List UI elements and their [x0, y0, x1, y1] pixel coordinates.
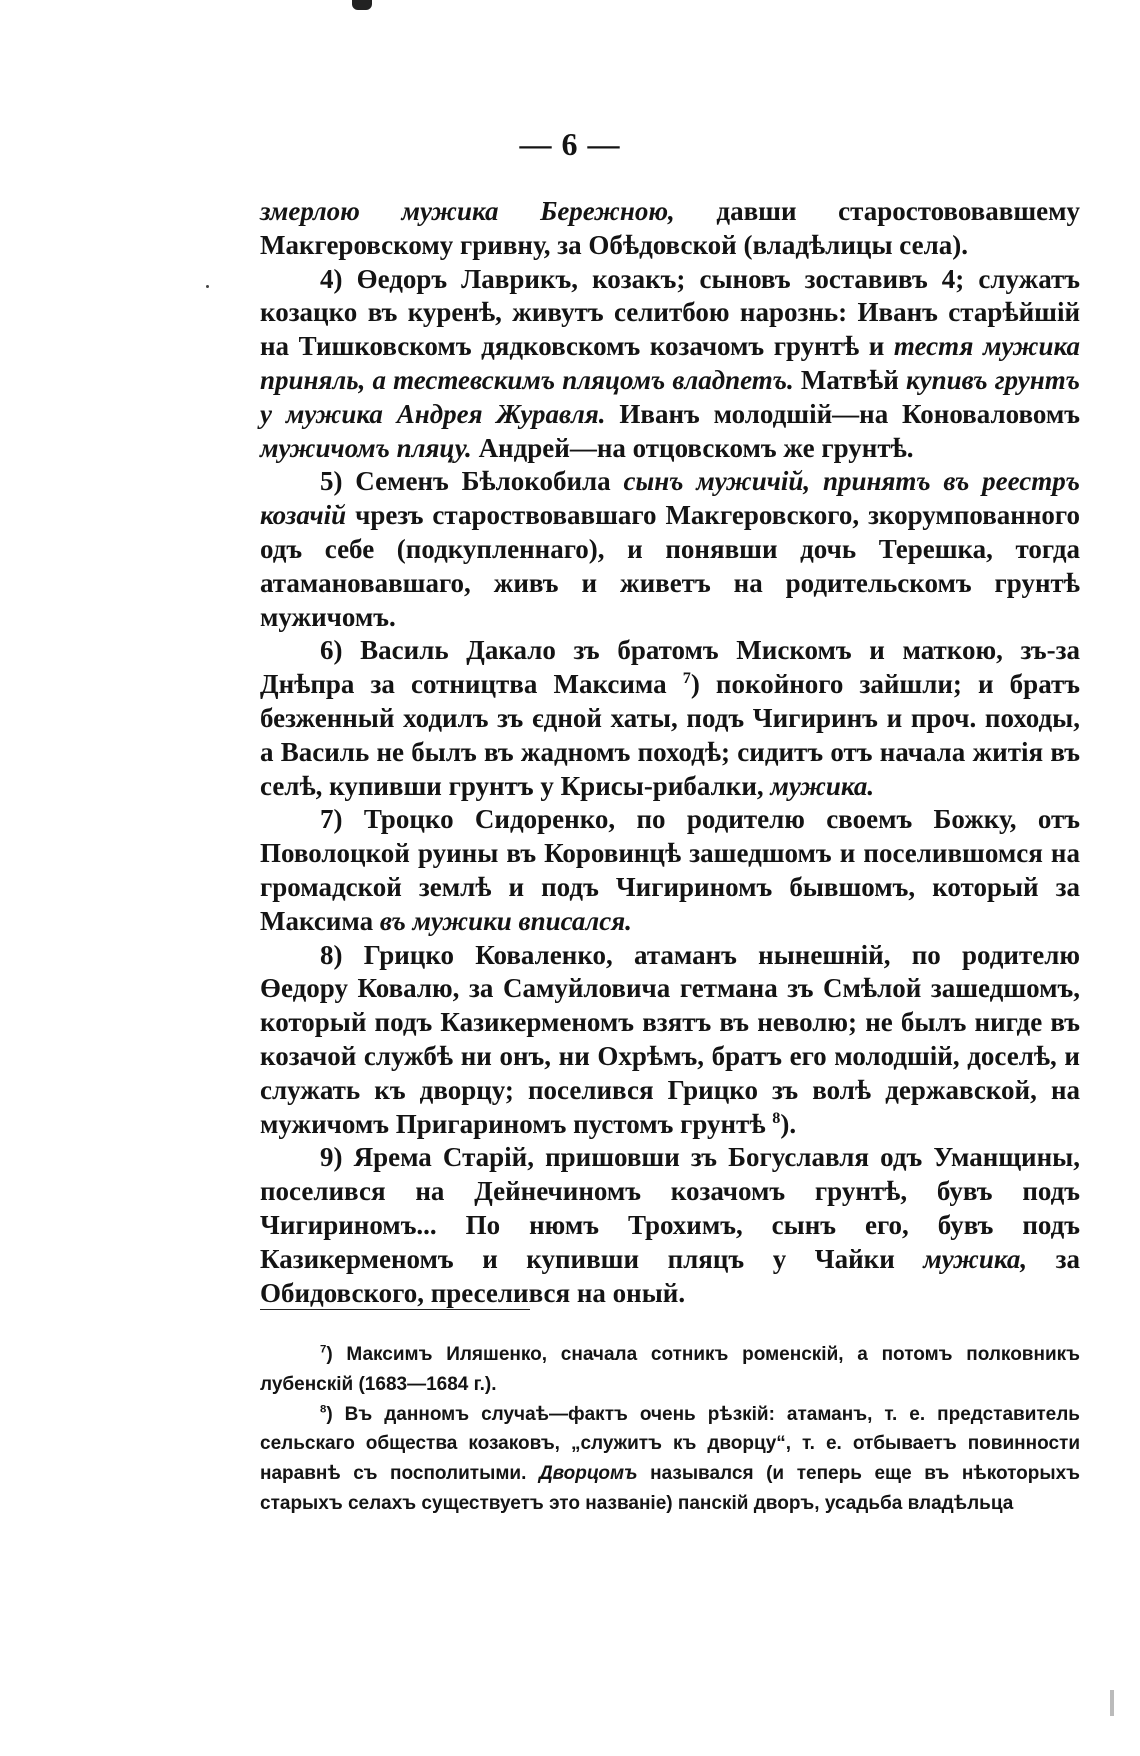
text-segment: Иванъ молодшій—на Коноваловомъ — [605, 398, 1080, 429]
text-segment: мужика. — [770, 770, 875, 801]
text-segment: 4) Өедоръ Лаврикъ, козакъ; сыновъ зоставивъ 4; служатъ козацко въ куренѣ, живутъ селитбою нарознь: Иванъ старѣйшій на Тишковскомъ дядковскомъ козачомъ грунтѣ и — [260, 263, 1080, 362]
text-segment: Андрей—на отцовскомъ же грунтѣ. — [471, 432, 914, 463]
footnote-ref-8[interactable]: 8 — [772, 1108, 781, 1127]
text-segment: за Обидовского, преселився на оный. — [260, 1243, 1080, 1308]
footnote-divider — [260, 1309, 530, 1310]
text-segment: ). — [780, 1108, 797, 1139]
paragraph-item-6 — [260, 634, 1080, 803]
text-segment: 6) Василь Дакало зъ братомъ Мискомъ и маткою, зъ-за Днѣпра за сотництва Максима — [260, 635, 1080, 700]
footnote-marker: 7 — [320, 1343, 327, 1356]
text-segment: мужика, — [923, 1243, 1028, 1274]
text-segment: ) Въ данномъ случаѣ—фактъ очень рѣзкій: атаманъ, т. е. представитель сельскаго общества козаковъ, „служитъ къ дворцу“, т. е. отбываетъ повинности наравнѣ съ посполитыми. — [260, 1403, 1080, 1485]
text-segment: тестя мужика приняль, а тестевскимъ пляцомъ владпетъ. — [260, 331, 1081, 395]
text-segment: 7) Троцко Сидоренко, по родителю своемъ Божку, отъ Поволоцкой руины въ Коровинцѣ зашедшомъ и поселившомся на громадской землѣ и подъ Чигириномъ бывшомъ, который за Максима — [260, 804, 1080, 936]
text-segment: давши старостововавшему Макгеровскому гривну, за Обѣдовской (владѣлицы села). — [260, 196, 1080, 260]
footnote-ref-7[interactable]: 7 — [682, 669, 691, 688]
paragraph-item-5 — [260, 465, 1080, 634]
text-segment: 8) Грицко Коваленко, атаманъ нынешній, по родителю Өедору Ковалю, за Самуйловича гетмана зъ Смѣлой зашедшомъ, который подъ Казикерменомъ взятъ въ неволю; не былъ нигде въ козачой службѣ ни онъ, ни Охрѣмъ, братъ его молодшій, доселѣ, и служать къ дворцу; поселився Грицко зъ волѣ державской, на мужичомъ Пригариномъ пустомъ грунтѣ — [260, 939, 1080, 1139]
text-segment: ) покойного зайшли; и братъ безженный ходилъ зъ єдной хаты, подъ Чигиринъ и проч. походы, а Василь не былъ въ жадномъ походѣ; сидитъ отъ начала житія въ селѣ, купивши грунтъ у Крисы-рибалки, — [260, 669, 1080, 801]
paragraph-item-9 — [260, 1141, 1080, 1310]
text-segment: 9) Ярема Старій, пришовши зъ Богуславля одъ Уманщины, поселився на Дейнечиномъ козачомъ грунтѣ, бувъ подъ Чигириномъ... По нюмъ Трохимъ, сынъ его, бувъ подъ Казикерменомъ и купивши пляцъ у Чайки — [260, 1142, 1080, 1274]
text-segment: сынъ мужичій, принятъ въ реестръ козачій — [260, 466, 1080, 531]
scan-speck — [206, 285, 209, 288]
text-segment: назывался (и теперь еще въ нѣкоторыхъ старыхъ селахъ существуетъ это названіе) панскій дворъ, усадьба владѣльца — [260, 1463, 1080, 1514]
text-segment: чрезъ староствовавшаго Макгеровского, зкорумпованного одъ себе (подкупленнаго), и понявши дочь Терешка, тогда атамановавшаго, живъ и живетъ на родительскомъ грунтѣ мужичомъ. — [260, 500, 1080, 632]
footnote-marker: 8 — [320, 1403, 327, 1416]
text-segment: Матвѣй — [793, 364, 906, 395]
text-segment: 5) Семенъ Бѣлокобила — [320, 466, 624, 497]
text-segment: ) Максимъ Иляшенко, сначала сотникъ роменскій, а потомъ полковникъ лубенскій (1683—1684 г.). — [260, 1344, 1080, 1395]
footnote-8 — [260, 1400, 1080, 1519]
main-text — [260, 195, 1080, 1310]
paragraph-continuation — [260, 195, 1080, 263]
text-segment: Дворцомъ — [538, 1463, 638, 1485]
footnote-7 — [260, 1340, 1080, 1400]
footnotes — [260, 1340, 1080, 1519]
page-number: — 6 — — [519, 126, 621, 162]
text-segment: змерлою мужика Бережною, — [260, 196, 675, 226]
paragraph-item-8 — [260, 939, 1080, 1142]
text-segment: въ мужики вписался. — [379, 905, 632, 936]
scan-mark-bottom — [1110, 1690, 1114, 1716]
text-segment: купивъ грунтъ у мужика Андрея Журавля. — [260, 364, 1081, 429]
text-segment: мужичомъ пляцу. — [260, 432, 472, 463]
paragraph-item-4 — [260, 263, 1080, 466]
scan-mark-top — [352, 0, 372, 10]
paragraph-item-7 — [260, 803, 1080, 938]
